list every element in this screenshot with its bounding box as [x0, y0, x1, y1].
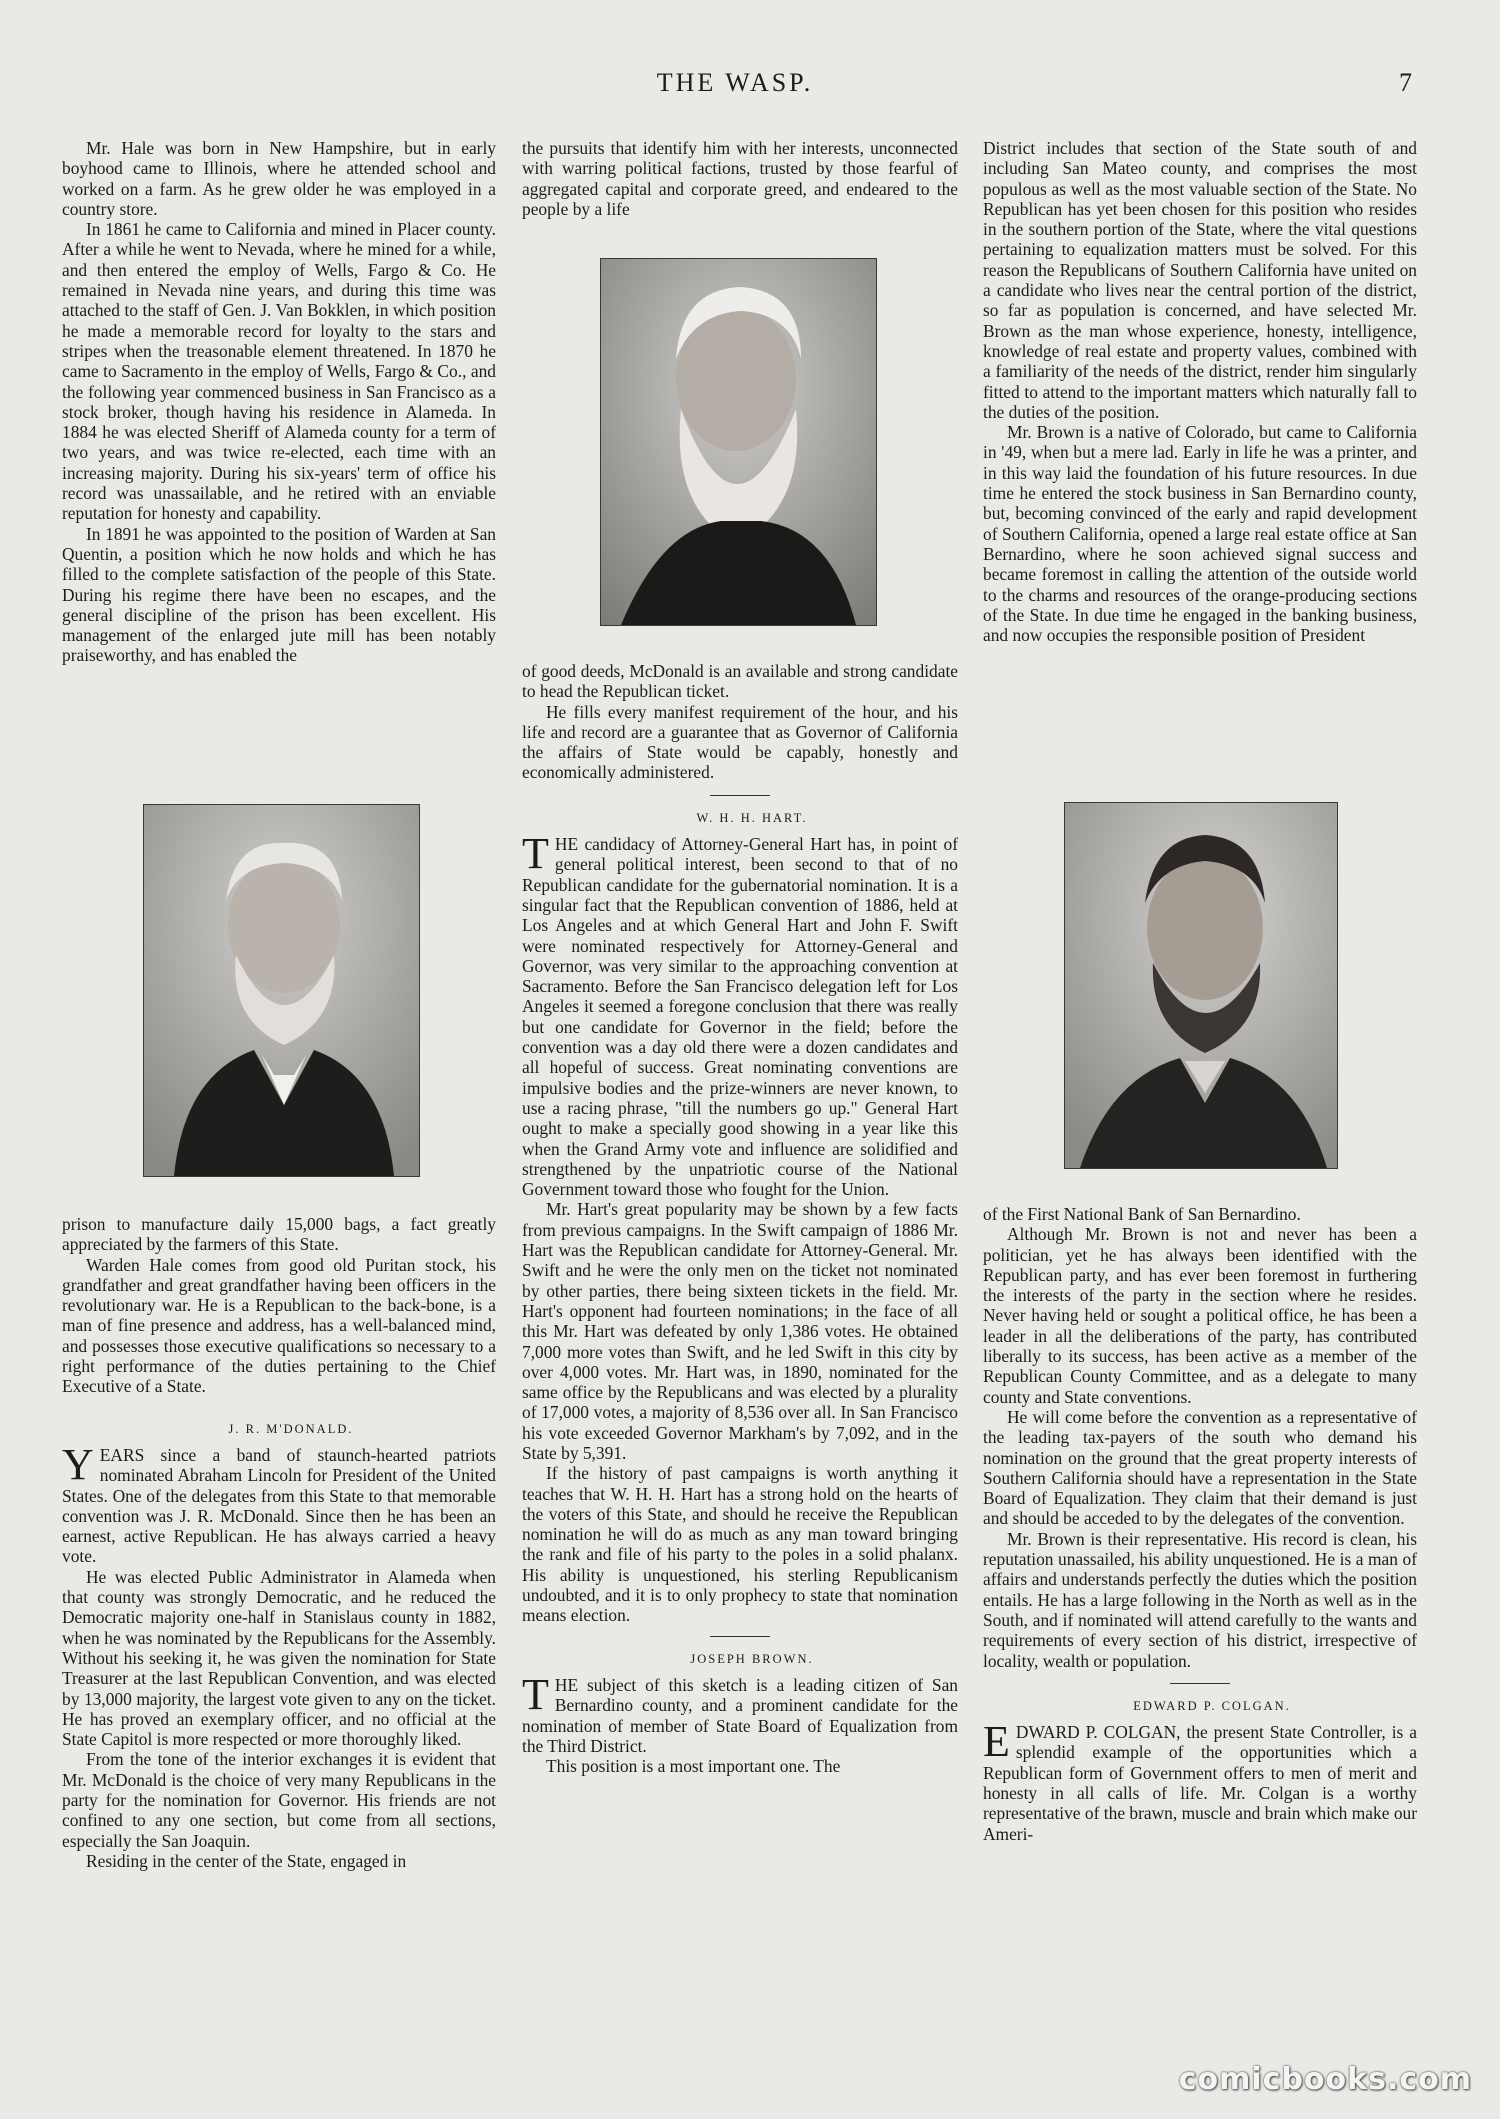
paragraph: He fills every manifest requirement of the hour, and his life and record are a guarantee that as Governor of California the affairs of State would be capably, honestly and economically administered.	[522, 701, 958, 783]
paragraph: Mr. Brown is a native of Colorado, but came to California in '49, when but a mere lad. Early in life he was a printer, and in this way laid the foundation of his future resources. In due time he entered the stock business in San Bernardino county, but, becoming convinced of the early and rapid development of Southern California, opened a large real estate office at San Bernardino, where he soon achieved signal success and became foremost in calling the attention of the outside world to the charms and resources of the orange-producing sections of the State. In due time he engaged in the banking business, and now occupies the responsible position of President	[983, 422, 1417, 646]
watermark-logo: comicbooks.com	[1178, 2062, 1472, 2097]
column-3-bottom	[983, 1204, 1417, 1844]
paragraph: If the history of past campaigns is worth anything it teaches that W. H. H. Hart has a strong hold on the hearts of the voters of this State, and should he receive the Republican nomination he will do as much as any man toward bringing the rank and file of his party to the poles in a solid phalanx. His ability is unquestioned, his sterling Republicanism undoubted, and it is to only prophecy to state that nomination means election.	[522, 1463, 958, 1626]
paragraph: prison to manufacture daily 15,000 bags, a fact greatly appreciated by the farmers of this State.	[62, 1214, 496, 1255]
paragraph: From the tone of the interior exchanges it is evident that Mr. McDonald is the choice of very many Republicans in the party for the nomination for Governor. His friends are not confined to any one section, but come from all sections, especially the San Joaquin.	[62, 1749, 496, 1851]
drop-cap: T	[522, 829, 549, 879]
paragraph: He was elected Public Administrator in Alameda when that county was strongly Democratic, and he reduced the Democratic majority one-half in Stanislaus county in 1882, when he was nominated by the Republicans for the Assembly. Without his seeking it, he was given the nomination for State Treasurer at the last Republican Convention, and was elected by 13,000 majority, the largest vote given to any on the ticket. He has proved an exemplary officer, and no official at the State Capitol is more respected or more thoroughly liked.	[62, 1566, 496, 1750]
page-header	[40, 68, 1430, 102]
paragraph: of the First National Bank of San Bernardino.	[983, 1204, 1301, 1224]
publication-title: THE WASP.	[656, 68, 814, 97]
section-heading-colgan: EDWARD P. COLGAN.	[1133, 1698, 1291, 1713]
column-1-bottom	[62, 1214, 496, 1871]
lead-text: EARS since a band of staunch-hearted patriots nominated Abraham Lincoln for President of the United States. One of the delegates from this State to that memorable convention was J. R. McDonald. Since then he has been an earnest, active Republican. He has always carried a heavy vote.	[62, 1444, 496, 1567]
paragraph: This position is a most important one. The	[546, 1756, 841, 1777]
lead-text: HE candidacy of Attorney-General Hart has, in point of general political interest, been second to that of no Republican candidate for the gubernatorial nomination. It is a singular fact that the Republican convention of 1886, held at Los Angeles and at which General Hart and John F. Swift were nominated respectively for Attorney-General and Governor, was very similar to the approaching convention at Sacramento. Before the San Francisco delegation left for Los Angeles it seemed a foregone conclusion that there was really but one candidate for Governor in the field; before the convention was a day old there were a dozen candidates and all hopeful of success. Great nominating conventions are impulsive bodies and the prize-winners are never known, to use a racing phrase, "till the numbers go up." General Hart ought to make a specially good showing in a year like this when the Grand Army vote and influence are solidified and strengthened by the unpatriotic course of the National Government toward those who fought for the Union.	[522, 834, 958, 1200]
column-2-bottom	[522, 661, 958, 1776]
section-lead	[983, 1717, 1417, 1844]
paragraph: the pursuits that identify him with her interests, unconnected with warring political factions, trusted by those fearful of aggregated capital and corporate greed, and endeared to the people by a life	[522, 138, 958, 219]
lead-text: HE subject of this sketch is a leading citizen of San Bernardino county, and a prominent candidate for the nomination of member of State Board of Equalization from the Third District.	[522, 1674, 958, 1756]
section-lead	[522, 829, 958, 1200]
portrait-hale-photo	[143, 804, 420, 1177]
section-heading-brown: JOSEPH BROWN.	[690, 1651, 814, 1666]
paragraph: He will come before the convention as a representative of the leading tax-payers of the south who demand his nomination on the ground that the great property interests of Southern California should have a representation in the State Board of Equalization. They claim that their demand is just and should be acceded to by the delegates of the convention.	[983, 1406, 1417, 1529]
drop-cap: E	[983, 1717, 1010, 1767]
portrait-brown-photo	[1064, 802, 1338, 1169]
page-number: 7	[1399, 68, 1412, 97]
paragraph: Warden Hale comes from good old Puritan stock, his grandfather and great grandfather having been officers in the revolutionary war. He is a Republican to the back-bone, is a man of fine presence and address, has a well-balanced mind, and possesses those executive qualifications so necessary to a right performance of the duties pertaining to the Chief Executive of a State.	[62, 1254, 496, 1397]
section-heading-mcdonald: J. R. M'DONALD.	[228, 1421, 354, 1436]
paragraph: Mr. Brown is their representative. His record is clean, his reputation unassailed, his ability unquestioned. He is a man of affairs and understands perfectly the duties which the position entails. He has a large following in the North as well as in the South, and if nominated will attend carefully to the wants and requirements of every section of his district, irrespective of locality, wealth or population.	[983, 1528, 1417, 1671]
paragraph: Mr. Hart's great popularity may be shown by a few facts from previous campaigns. In the Swift campaign of 1886 Mr. Hart was the Republican candidate for Attorney-General. Mr. Swift and he were the only men on the ticket not nominated by other parties, there being sixteen tickets in the field. Mr. Hart's opponent had fourteen nominations; in the face of all this Mr. Hart was defeated by only 1,386 votes. He obtained 7,000 more votes than Swift, and he led Swift in this city by over 4,000 votes. Mr. Hart was, in 1890, nominated for the same office by the Republicans and was elected by a plurality of 17,000 votes, a majority of 8,536 over all. In San Francisco his vote exceeded Governor Markham's by 7,092, and in the State by 5,391.	[522, 1199, 958, 1463]
drop-cap: Y	[62, 1439, 94, 1489]
paragraph: District includes that section of the State south of and including San Mateo county, and comprises the most populous as well as the most valuable section of the State. No Republican has yet been chosen for this position who resides in the southern portion of the State, where the vital questions pertaining to equalization matters must be solved. For this reason the Republicans of Southern California have united on a candidate who lives near the central portion of the district, so far as population is concerned, and have selected Mr. Brown as the man whose experience, honesty, intelligence, knowledge of real estate and property values, combined with a familiarity of the needs of the district, render him singularly fitted to attend to the important matters which naturally fall to the duties of the position.	[983, 138, 1417, 422]
column-2-top	[522, 138, 958, 219]
column-1-top	[62, 138, 496, 666]
paragraph: In 1891 he was appointed to the position of Warden at San Quentin, a position which he now holds and which he has filled to the complete satisfaction of the people of this State. During his regime there have been no escapes, and the general discipline of the prison has been excellent. His management of the enlarged jute mill has been notably praiseworthy, and has enabled the	[62, 523, 496, 666]
column-3-top	[983, 138, 1417, 645]
portrait-mcdonald-photo	[600, 258, 877, 626]
paragraph: Residing in the center of the State, engaged in	[86, 1850, 407, 1871]
paragraph: of good deeds, McDonald is an available and strong candidate to head the Republican ticket.	[522, 661, 958, 702]
paragraph: Mr. Hale was born in New Hampshire, but in early boyhood came to Illinois, where he attended school and worked on a farm. As he grew older he was employed in a country store.	[62, 138, 496, 219]
lead-text: DWARD P. COLGAN, the present State Controller, is a splendid example of the opportunities which a Republican form of Government offers to men of merit and honesty in all calls of life. Mr. Colgan is a worthy representative of the brawn, muscle and brain which make our Ameri-	[983, 1722, 1417, 1844]
paragraph: In 1861 he came to California and mined in Placer county. After a while he went to Nevada, where he mined for a while, and then entered the employ of Wells, Fargo & Co. He remained in Nevada nine years, and during this time was attached to the staff of Gen. J. Van Bokklen, in which position he made a memorable record for loyalty to the stars and stripes when the treasonable element threatened. In 1870 he came to Sacramento in the employ of Wells, Fargo & Co., and the following year commenced business in San Francisco as a stock broker, though having his residence in Alameda. In 1884 he was elected Sheriff of Alameda county for a term of two years, and was twice re-elected, each time with an increasing majority. During his six-years' term of office his record was unassailable, and he retired with an enviable reputation for honesty and capability.	[62, 219, 496, 524]
drop-cap: T	[522, 1669, 549, 1719]
section-lead	[522, 1669, 958, 1756]
section-lead	[62, 1439, 496, 1567]
paragraph: Although Mr. Brown is not and never has been a politician, yet he has always been identified with the Republican party, and has ever been foremost in furthering the interests of the party in the section where he resides. Never having held or sought a political office, he has been a leader in all the deliberations of the party, has contributed liberally to its success, has been active as a member of the Republican County Committee, and as a delegate to many county and State conventions.	[983, 1224, 1417, 1407]
section-heading-hart: W. H. H. HART.	[696, 810, 808, 825]
